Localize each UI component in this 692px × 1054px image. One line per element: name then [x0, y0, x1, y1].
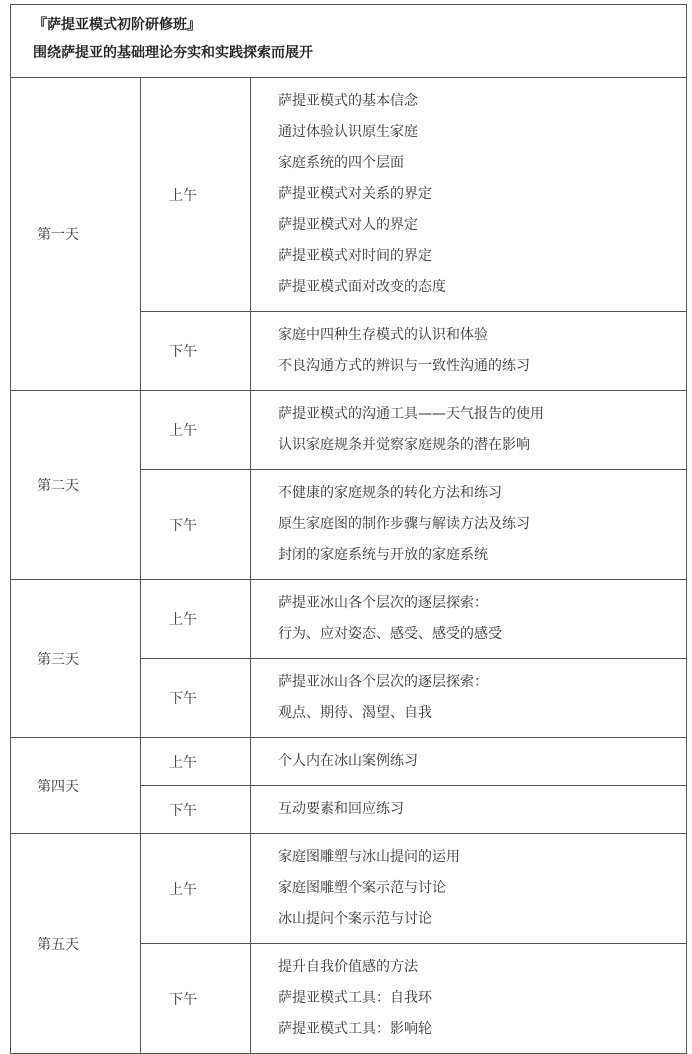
topic-item: 家庭中四种生存模式的认识和体验 [278, 327, 488, 343]
topic-item: 家庭图雕塑与冰山提问的运用 [278, 849, 460, 865]
topic-item: 行为、应对姿态、感受、感受的感受 [278, 626, 502, 642]
day-label: 第三天 [11, 580, 141, 738]
course-subtitle: 围绕萨提亚的基础理论夯实和实践探索而展开 [33, 45, 313, 61]
topic-item: 认识家庭规条并觉察家庭规条的潜在影响 [278, 437, 530, 453]
period-label: 上午 [141, 391, 251, 470]
period-label: 下午 [141, 312, 251, 391]
period-label: 上午 [141, 834, 251, 944]
session-row [11, 391, 687, 470]
session-row [11, 834, 687, 944]
topic-item: 冰山提问个案示范与讨论 [278, 911, 432, 927]
topic-item: 提升自我价值感的方法 [278, 959, 418, 975]
topics-cell [251, 834, 687, 944]
topic-item: 封闭的家庭系统与开放的家庭系统 [278, 547, 488, 563]
day-label: 第一天 [11, 78, 141, 391]
period-label: 下午 [141, 659, 251, 738]
period-label: 上午 [141, 580, 251, 659]
topics-cell [251, 312, 687, 391]
day-label: 第四天 [11, 738, 141, 834]
session-row [11, 738, 687, 786]
schedule-body [11, 5, 687, 1054]
topic-item: 萨提亚模式对关系的界定 [278, 186, 432, 202]
period-label: 上午 [141, 738, 251, 786]
topics-cell [251, 659, 687, 738]
topic-item: 家庭图雕塑个案示范与讨论 [278, 880, 446, 896]
topic-item: 原生家庭图的制作步骤与解读方法及练习 [278, 516, 530, 532]
topics-cell [251, 944, 687, 1054]
day-label: 第二天 [11, 391, 141, 580]
topic-item: 萨提亚模式的沟通工具——天气报告的使用 [278, 406, 544, 422]
period-label: 下午 [141, 786, 251, 834]
period-label: 下午 [141, 470, 251, 580]
topic-item: 家庭系统的四个层面 [278, 155, 404, 171]
topic-item: 互动要素和回应练习 [278, 801, 404, 817]
course-schedule-table [10, 4, 687, 1054]
topic-item: 不良沟通方式的辨识与一致性沟通的练习 [278, 358, 530, 374]
session-row [11, 78, 687, 312]
topics-cell [251, 738, 687, 786]
topic-item: 萨提亚冰山各个层次的逐层探索： [278, 674, 488, 690]
topic-item: 通过体验认识原生家庭 [278, 124, 418, 140]
topic-item: 萨提亚模式面对改变的态度 [278, 279, 446, 295]
topic-item: 不健康的家庭规条的转化方法和练习 [278, 485, 502, 501]
period-label: 上午 [141, 78, 251, 312]
topic-item: 萨提亚冰山各个层次的逐层探索： [278, 595, 488, 611]
topics-cell [251, 78, 687, 312]
course-title: 『萨提亚模式初阶研修班』 [33, 17, 201, 33]
topic-item: 萨提亚模式工具：自我环 [278, 990, 432, 1006]
topics-cell [251, 580, 687, 659]
topic-item: 萨提亚模式对人的界定 [278, 217, 418, 233]
topic-item: 个人内在冰山案例练习 [278, 753, 418, 769]
period-label: 下午 [141, 944, 251, 1054]
topic-item: 萨提亚模式工具：影响轮 [278, 1021, 432, 1037]
session-row [11, 580, 687, 659]
topics-cell [251, 786, 687, 834]
topics-cell [251, 470, 687, 580]
topic-item: 萨提亚模式的基本信念 [278, 93, 418, 109]
header-row [11, 5, 687, 78]
header-cell [11, 5, 687, 78]
topic-item: 萨提亚模式对时间的界定 [278, 248, 432, 264]
topic-item: 观点、期待、渴望、自我 [278, 705, 432, 721]
topics-cell [251, 391, 687, 470]
day-label: 第五天 [11, 834, 141, 1054]
